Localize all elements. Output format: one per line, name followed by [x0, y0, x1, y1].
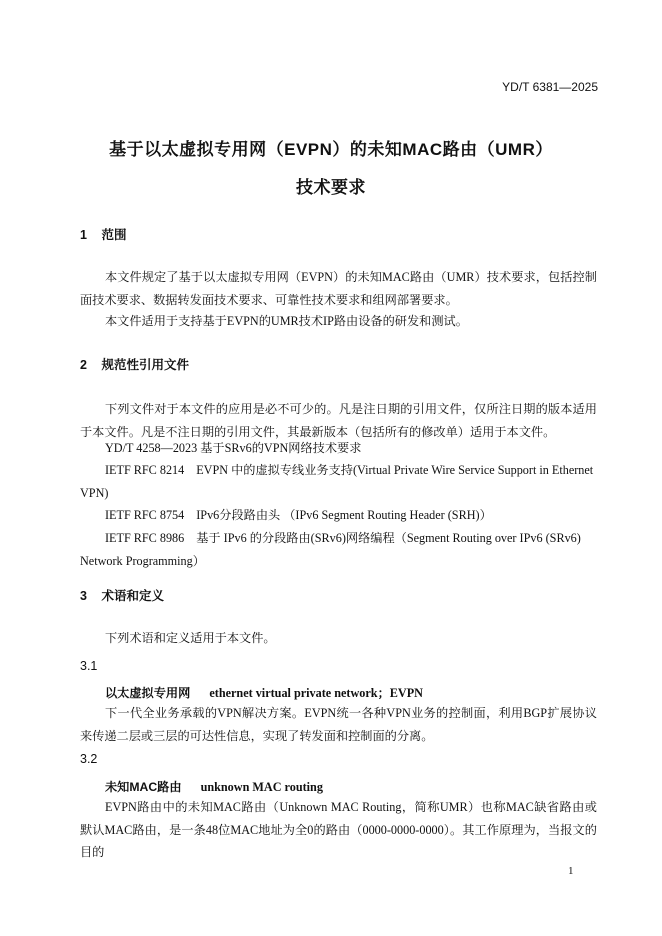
reference-title: 基于SRv6的VPN网络技术要求 — [200, 441, 362, 455]
term-english: unknown MAC routing — [200, 780, 323, 794]
section-number: 2 — [80, 358, 87, 372]
reference-title: 基于 IPv6 的分段路由(SRv6)网络编程（Segment Routing over IPv6 (SRv6) Network Programming） — [80, 531, 581, 568]
clause-number: 3.2 — [80, 752, 98, 766]
section-2-heading — [80, 355, 189, 373]
scope-paragraph-2: 本文件适用于支持基于EVPN的UMR技术IP路由设备的研发和测试。 — [105, 314, 468, 328]
term-heading — [105, 778, 323, 795]
section-number: 3 — [80, 589, 87, 603]
section-title: 规范性引用文件 — [101, 358, 189, 372]
reference-code: YD/T 4258—2023 — [105, 441, 198, 455]
scope-paragraph-1: 本文件规定了基于以太虚拟专用网（EVPN）的未知MAC路由（UMR）技术要求，包括控制面技术要求、数据转发面技术要求、可靠性技术要求和组网部署要求。 — [80, 270, 597, 307]
term-english: ethernet virtual private network；EVPN — [209, 686, 423, 700]
reference-code: IETF RFC 8986 — [105, 531, 185, 545]
reference-item — [80, 459, 597, 504]
term-chinese: 未知MAC路由 — [105, 780, 182, 794]
document-subtitle: 技术要求 — [296, 178, 366, 197]
term-heading — [105, 684, 423, 701]
section-title: 范围 — [101, 228, 127, 242]
page-number: 1 — [568, 865, 574, 877]
reference-code: IETF RFC 8754 — [105, 508, 185, 522]
section-title: 术语和定义 — [101, 589, 164, 603]
reference-item — [80, 437, 597, 460]
normative-paragraph: 下列文件对于本文件的应用是必不可少的。凡是注日期的引用文件，仅所注日期的版本适用于本文件。凡是不注日期的引用文件，其最新版本（包括所有的修改单）适用于本文件。 — [80, 402, 597, 439]
term-definition: EVPN路由中的未知MAC路由（Unknown MAC Routing，简称UMR）也称MAC缺省路由或默认MAC路由，是一条48位MAC地址为全0的路由（0000-0000-0000）。其工作原理为，当报文的目的 — [80, 800, 597, 859]
standard-number: YD/T 6381—2025 — [502, 80, 598, 94]
terms-intro: 下列术语和定义适用于本文件。 — [105, 631, 276, 645]
section-1-heading — [80, 225, 127, 243]
section-number: 1 — [80, 228, 87, 242]
reference-code: IETF RFC 8214 — [105, 463, 185, 477]
clause-number: 3.1 — [80, 659, 98, 673]
reference-title: IPv6分段路由头 （IPv6 Segment Routing Header (SRH)） — [196, 508, 492, 522]
document-title: 基于以太虚拟专用网（EVPN）的未知MAC路由（UMR） — [109, 140, 553, 159]
term-chinese: 以太虚拟专用网 — [105, 686, 191, 700]
reference-item — [80, 527, 597, 572]
section-3-heading — [80, 586, 164, 604]
reference-title: EVPN 中的虚拟专线业务支持(Virtual Private Wire Service Support in Ethernet VPN) — [80, 463, 594, 500]
reference-item — [80, 504, 597, 527]
term-definition: 下一代全业务承载的VPN解决方案。EVPN统一各种VPN业务的控制面，利用BGP扩展协议来传递二层或三层的可达性信息，实现了转发面和控制面的分离。 — [80, 706, 597, 743]
